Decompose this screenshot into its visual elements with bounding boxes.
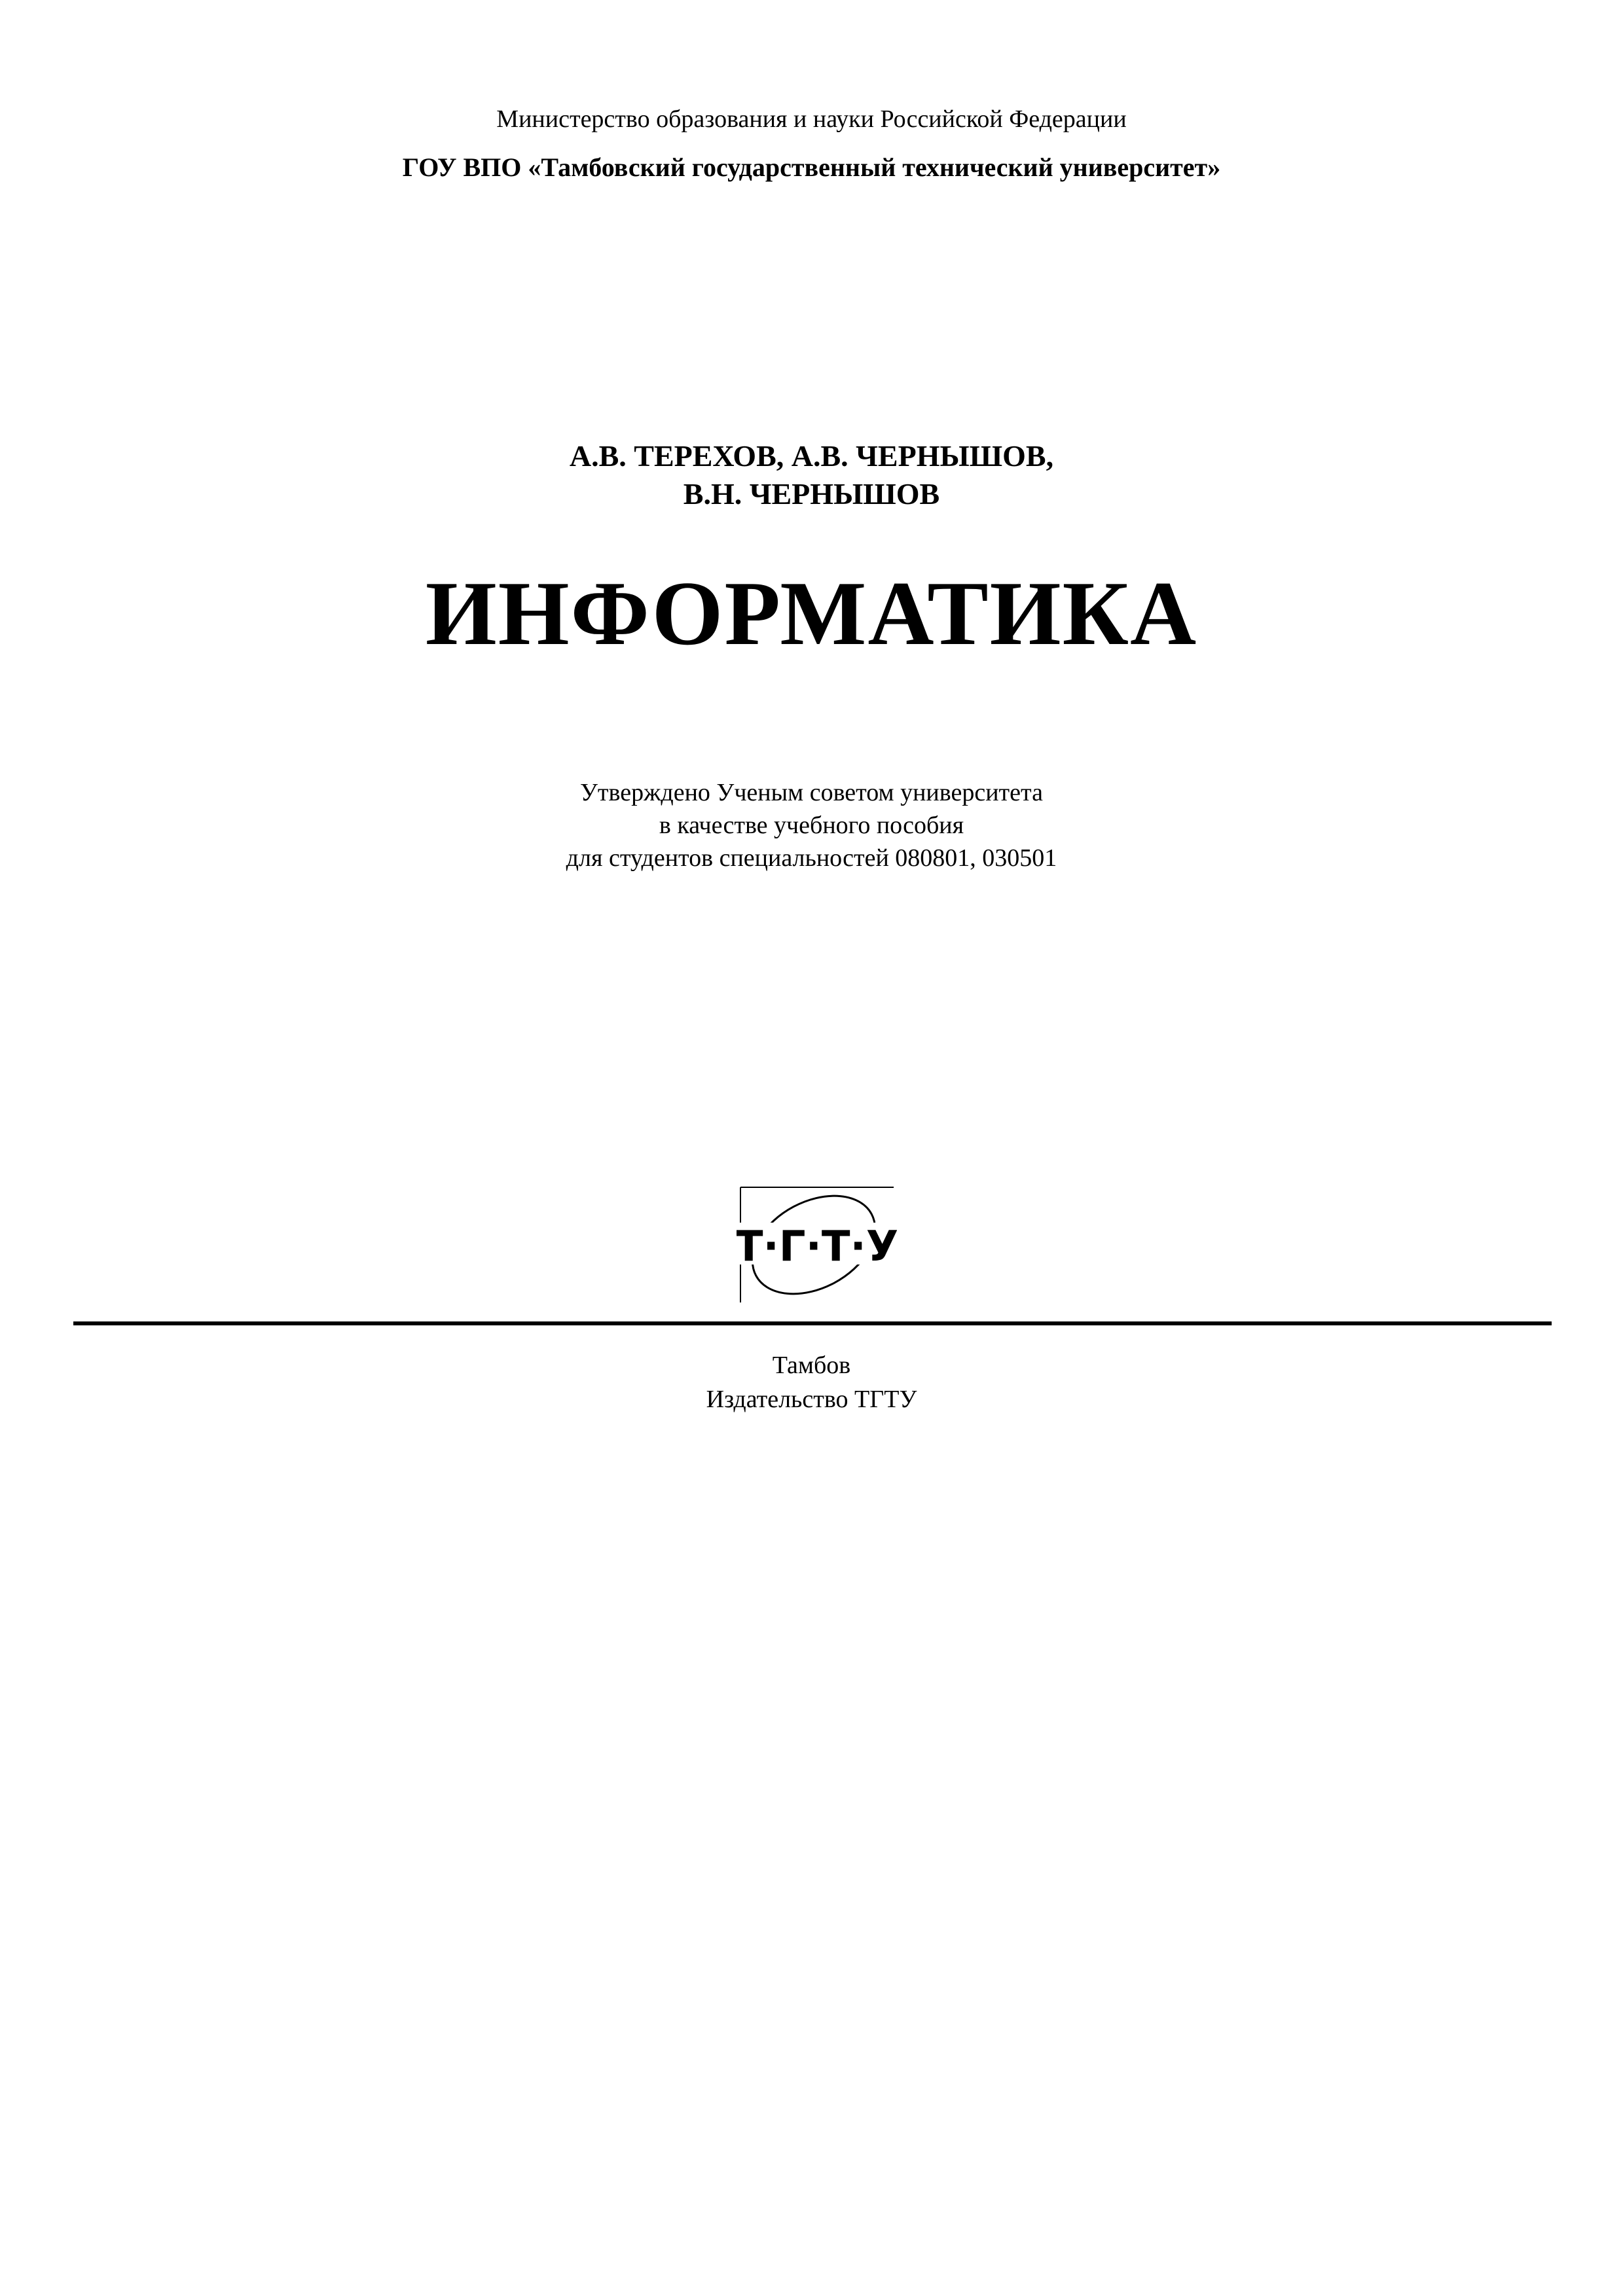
divider-rule bbox=[73, 1321, 1552, 1325]
imprint-block bbox=[0, 1348, 1623, 1416]
authors-line-1: А.В. ТЕРЕХОВ, А.В. ЧЕРНЫШОВ, bbox=[569, 439, 1054, 473]
city-line: Тамбов bbox=[772, 1352, 851, 1379]
approval-block bbox=[0, 776, 1623, 874]
approval-line-1: Утверждено Ученым советом университета bbox=[580, 779, 1043, 806]
ministry-line: Министерство образования и науки Российской Федерации bbox=[496, 105, 1127, 133]
authors-line-2: В.Н. ЧЕРНЫШОВ bbox=[683, 477, 940, 511]
approval-line-2: в качестве учебного пособия bbox=[659, 812, 964, 839]
approval-line-3: для студентов специальностей 080801, 030501 bbox=[566, 844, 1057, 872]
page-title: ИНФОРМАТИКА bbox=[425, 563, 1198, 664]
university-line: ГОУ ВПО «Тамбовский государственный технический университет» bbox=[402, 152, 1221, 182]
logo-text: Т·Г·Т·У bbox=[737, 1223, 897, 1271]
publisher-line: Издательство ТГТУ bbox=[706, 1386, 917, 1413]
tgtu-logo-icon bbox=[737, 1185, 897, 1306]
authors-block bbox=[0, 437, 1623, 513]
